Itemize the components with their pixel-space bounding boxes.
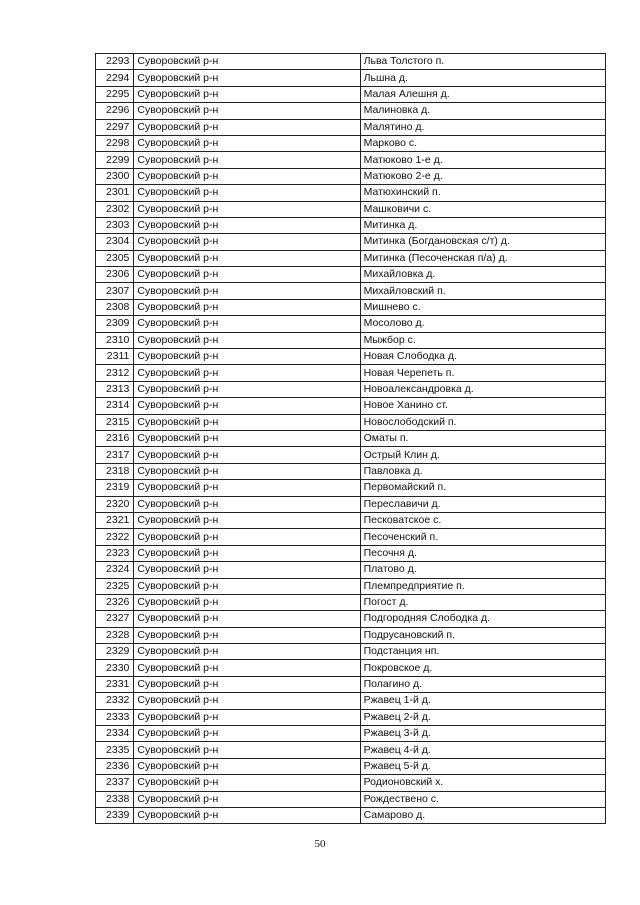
table-row [96,545,606,561]
table-row [96,119,606,135]
settlement-cell: Первомайский п. [360,480,605,496]
row-number-cell: 2315 [96,414,134,430]
district-cell: Суворовский р-н [134,414,360,430]
district-cell: Суворовский р-н [134,70,360,86]
district-cell: Суворовский р-н [134,742,360,758]
row-number-cell: 2308 [96,299,134,315]
row-number-cell: 2320 [96,496,134,512]
row-number-cell: 2318 [96,463,134,479]
settlement-cell: Острый Клин д. [360,447,605,463]
table-row [96,398,606,414]
district-cell: Суворовский р-н [134,267,360,283]
settlement-cell: Павловка д. [360,463,605,479]
settlement-cell: Михайловский п. [360,283,605,299]
table-row [96,594,606,610]
row-number-cell: 2309 [96,316,134,332]
row-number-cell: 2332 [96,693,134,709]
row-number-cell: 2339 [96,807,134,823]
settlement-cell: Мишнево с. [360,299,605,315]
table-row [96,676,606,692]
settlement-cell: Самарово д. [360,807,605,823]
settlement-cell: Новая Черепеть п. [360,365,605,381]
table-row [96,70,606,86]
row-number-cell: 2297 [96,119,134,135]
district-cell: Суворовский р-н [134,644,360,660]
settlement-cell: Родионовский х. [360,775,605,791]
district-cell: Суворовский р-н [134,758,360,774]
settlement-cell: Подрусановский п. [360,627,605,643]
row-number-cell: 2326 [96,594,134,610]
table-row [96,332,606,348]
district-cell: Суворовский р-н [134,562,360,578]
district-cell: Суворовский р-н [134,627,360,643]
settlement-cell: Ржавец 2-й д. [360,709,605,725]
settlements-table [95,53,606,824]
district-cell: Суворовский р-н [134,86,360,102]
table-row [96,496,606,512]
row-number-cell: 2324 [96,562,134,578]
row-number-cell: 2302 [96,201,134,217]
settlement-cell: Переславичи д. [360,496,605,512]
settlement-cell: Мыжбор с. [360,332,605,348]
district-cell: Суворовский р-н [134,332,360,348]
table-row [96,152,606,168]
settlements-table-body [96,54,606,824]
table-row [96,54,606,70]
district-cell: Суворовский р-н [134,463,360,479]
row-number-cell: 2312 [96,365,134,381]
table-row [96,578,606,594]
settlement-cell: Ржавец 4-й д. [360,742,605,758]
row-number-cell: 2305 [96,250,134,266]
settlement-cell: Песоченский п. [360,529,605,545]
district-cell: Суворовский р-н [134,693,360,709]
table-row [96,414,606,430]
row-number-cell: 2314 [96,398,134,414]
table-row [96,201,606,217]
district-cell: Суворовский р-н [134,152,360,168]
table-row [96,791,606,807]
district-cell: Суворовский р-н [134,185,360,201]
settlement-cell: Мосолово д. [360,316,605,332]
table-row [96,529,606,545]
table-row [96,742,606,758]
table-row [96,726,606,742]
table-row [96,86,606,102]
row-number-cell: 2329 [96,644,134,660]
district-cell: Суворовский р-н [134,496,360,512]
row-number-cell: 2316 [96,430,134,446]
table-row [96,250,606,266]
table-row [96,611,606,627]
district-cell: Суворовский р-н [134,365,360,381]
district-cell: Суворовский р-н [134,726,360,742]
district-cell: Суворовский р-н [134,611,360,627]
district-cell: Суворовский р-н [134,447,360,463]
row-number-cell: 2311 [96,349,134,365]
row-number-cell: 2301 [96,185,134,201]
row-number-cell: 2335 [96,742,134,758]
row-number-cell: 2317 [96,447,134,463]
district-cell: Суворовский р-н [134,234,360,250]
row-number-cell: 2313 [96,381,134,397]
settlement-cell: Новое Ханино ст. [360,398,605,414]
settlement-cell: Матюхинский п. [360,185,605,201]
settlement-cell: Льва Толстого п. [360,54,605,70]
settlement-cell: Михайловка д. [360,267,605,283]
district-cell: Суворовский р-н [134,299,360,315]
settlement-cell: Племпредприятие п. [360,578,605,594]
row-number-cell: 2338 [96,791,134,807]
district-cell: Суворовский р-н [134,430,360,446]
row-number-cell: 2298 [96,135,134,151]
table-row [96,644,606,660]
table-row [96,349,606,365]
settlement-cell: Марково с. [360,135,605,151]
row-number-cell: 2295 [96,86,134,102]
table-row [96,758,606,774]
row-number-cell: 2337 [96,775,134,791]
table-row [96,709,606,725]
district-cell: Суворовский р-н [134,283,360,299]
table-row [96,627,606,643]
district-cell: Суворовский р-н [134,119,360,135]
district-cell: Суворовский р-н [134,398,360,414]
district-cell: Суворовский р-н [134,709,360,725]
settlement-cell: Митинка (Песоченская п/а) д. [360,250,605,266]
table-row [96,693,606,709]
district-cell: Суворовский р-н [134,103,360,119]
settlement-cell: Льшна д. [360,70,605,86]
table-row [96,463,606,479]
settlement-cell: Рождествено с. [360,791,605,807]
row-number-cell: 2322 [96,529,134,545]
table-row [96,299,606,315]
settlement-cell: Матюково 1-е д. [360,152,605,168]
district-cell: Суворовский р-н [134,54,360,70]
page-number: 50 [314,838,326,850]
settlement-cell: Митинка (Богдановская с/т) д. [360,234,605,250]
district-cell: Суворовский р-н [134,545,360,561]
settlement-cell: Малая Алешня д. [360,86,605,102]
district-cell: Суворовский р-н [134,594,360,610]
row-number-cell: 2293 [96,54,134,70]
settlement-cell: Оматы п. [360,430,605,446]
settlement-cell: Погост д. [360,594,605,610]
table-row [96,430,606,446]
district-cell: Суворовский р-н [134,168,360,184]
row-number-cell: 2304 [96,234,134,250]
district-cell: Суворовский р-н [134,660,360,676]
row-number-cell: 2319 [96,480,134,496]
row-number-cell: 2306 [96,267,134,283]
row-number-cell: 2330 [96,660,134,676]
row-number-cell: 2323 [96,545,134,561]
settlement-cell: Малиновка д. [360,103,605,119]
row-number-cell: 2328 [96,627,134,643]
table-row [96,185,606,201]
settlement-cell: Ржавец 5-й д. [360,758,605,774]
district-cell: Суворовский р-н [134,381,360,397]
table-row [96,103,606,119]
table-row [96,660,606,676]
table-row [96,480,606,496]
district-cell: Суворовский р-н [134,791,360,807]
row-number-cell: 2334 [96,726,134,742]
table-row [96,217,606,233]
settlement-cell: Ржавец 3-й д. [360,726,605,742]
table-row [96,775,606,791]
row-number-cell: 2325 [96,578,134,594]
district-cell: Суворовский р-н [134,676,360,692]
table-row [96,135,606,151]
district-cell: Суворовский р-н [134,135,360,151]
settlement-cell: Песочня д. [360,545,605,561]
district-cell: Суворовский р-н [134,529,360,545]
settlement-cell: Новоалександровка д. [360,381,605,397]
settlement-cell: Песковатское с. [360,512,605,528]
district-cell: Суворовский р-н [134,316,360,332]
table-row [96,807,606,823]
district-cell: Суворовский р-н [134,807,360,823]
row-number-cell: 2294 [96,70,134,86]
settlement-cell: Матюково 2-е д. [360,168,605,184]
district-cell: Суворовский р-н [134,201,360,217]
district-cell: Суворовский р-н [134,578,360,594]
table-row [96,562,606,578]
settlement-cell: Машковичи с. [360,201,605,217]
district-cell: Суворовский р-н [134,775,360,791]
settlement-cell: Платово д. [360,562,605,578]
district-cell: Суворовский р-н [134,480,360,496]
row-number-cell: 2299 [96,152,134,168]
district-cell: Суворовский р-н [134,512,360,528]
settlement-cell: Подгородняя Слободка д. [360,611,605,627]
row-number-cell: 2303 [96,217,134,233]
district-cell: Суворовский р-н [134,349,360,365]
table-row [96,316,606,332]
table-row [96,365,606,381]
table-row [96,447,606,463]
settlement-cell: Полагино д. [360,676,605,692]
settlement-cell: Малятино д. [360,119,605,135]
row-number-cell: 2307 [96,283,134,299]
row-number-cell: 2300 [96,168,134,184]
row-number-cell: 2331 [96,676,134,692]
district-cell: Суворовский р-н [134,217,360,233]
table-row [96,234,606,250]
table-row [96,381,606,397]
settlement-cell: Митинка д. [360,217,605,233]
settlement-cell: Новая Слободка д. [360,349,605,365]
settlement-cell: Подстанция нп. [360,644,605,660]
settlement-cell: Новослободский п. [360,414,605,430]
row-number-cell: 2310 [96,332,134,348]
table-row [96,283,606,299]
row-number-cell: 2333 [96,709,134,725]
table-row [96,512,606,528]
table-row [96,168,606,184]
row-number-cell: 2336 [96,758,134,774]
table-row [96,267,606,283]
settlement-cell: Покровское д. [360,660,605,676]
row-number-cell: 2296 [96,103,134,119]
row-number-cell: 2321 [96,512,134,528]
row-number-cell: 2327 [96,611,134,627]
settlement-cell: Ржавец 1-й д. [360,693,605,709]
district-cell: Суворовский р-н [134,250,360,266]
